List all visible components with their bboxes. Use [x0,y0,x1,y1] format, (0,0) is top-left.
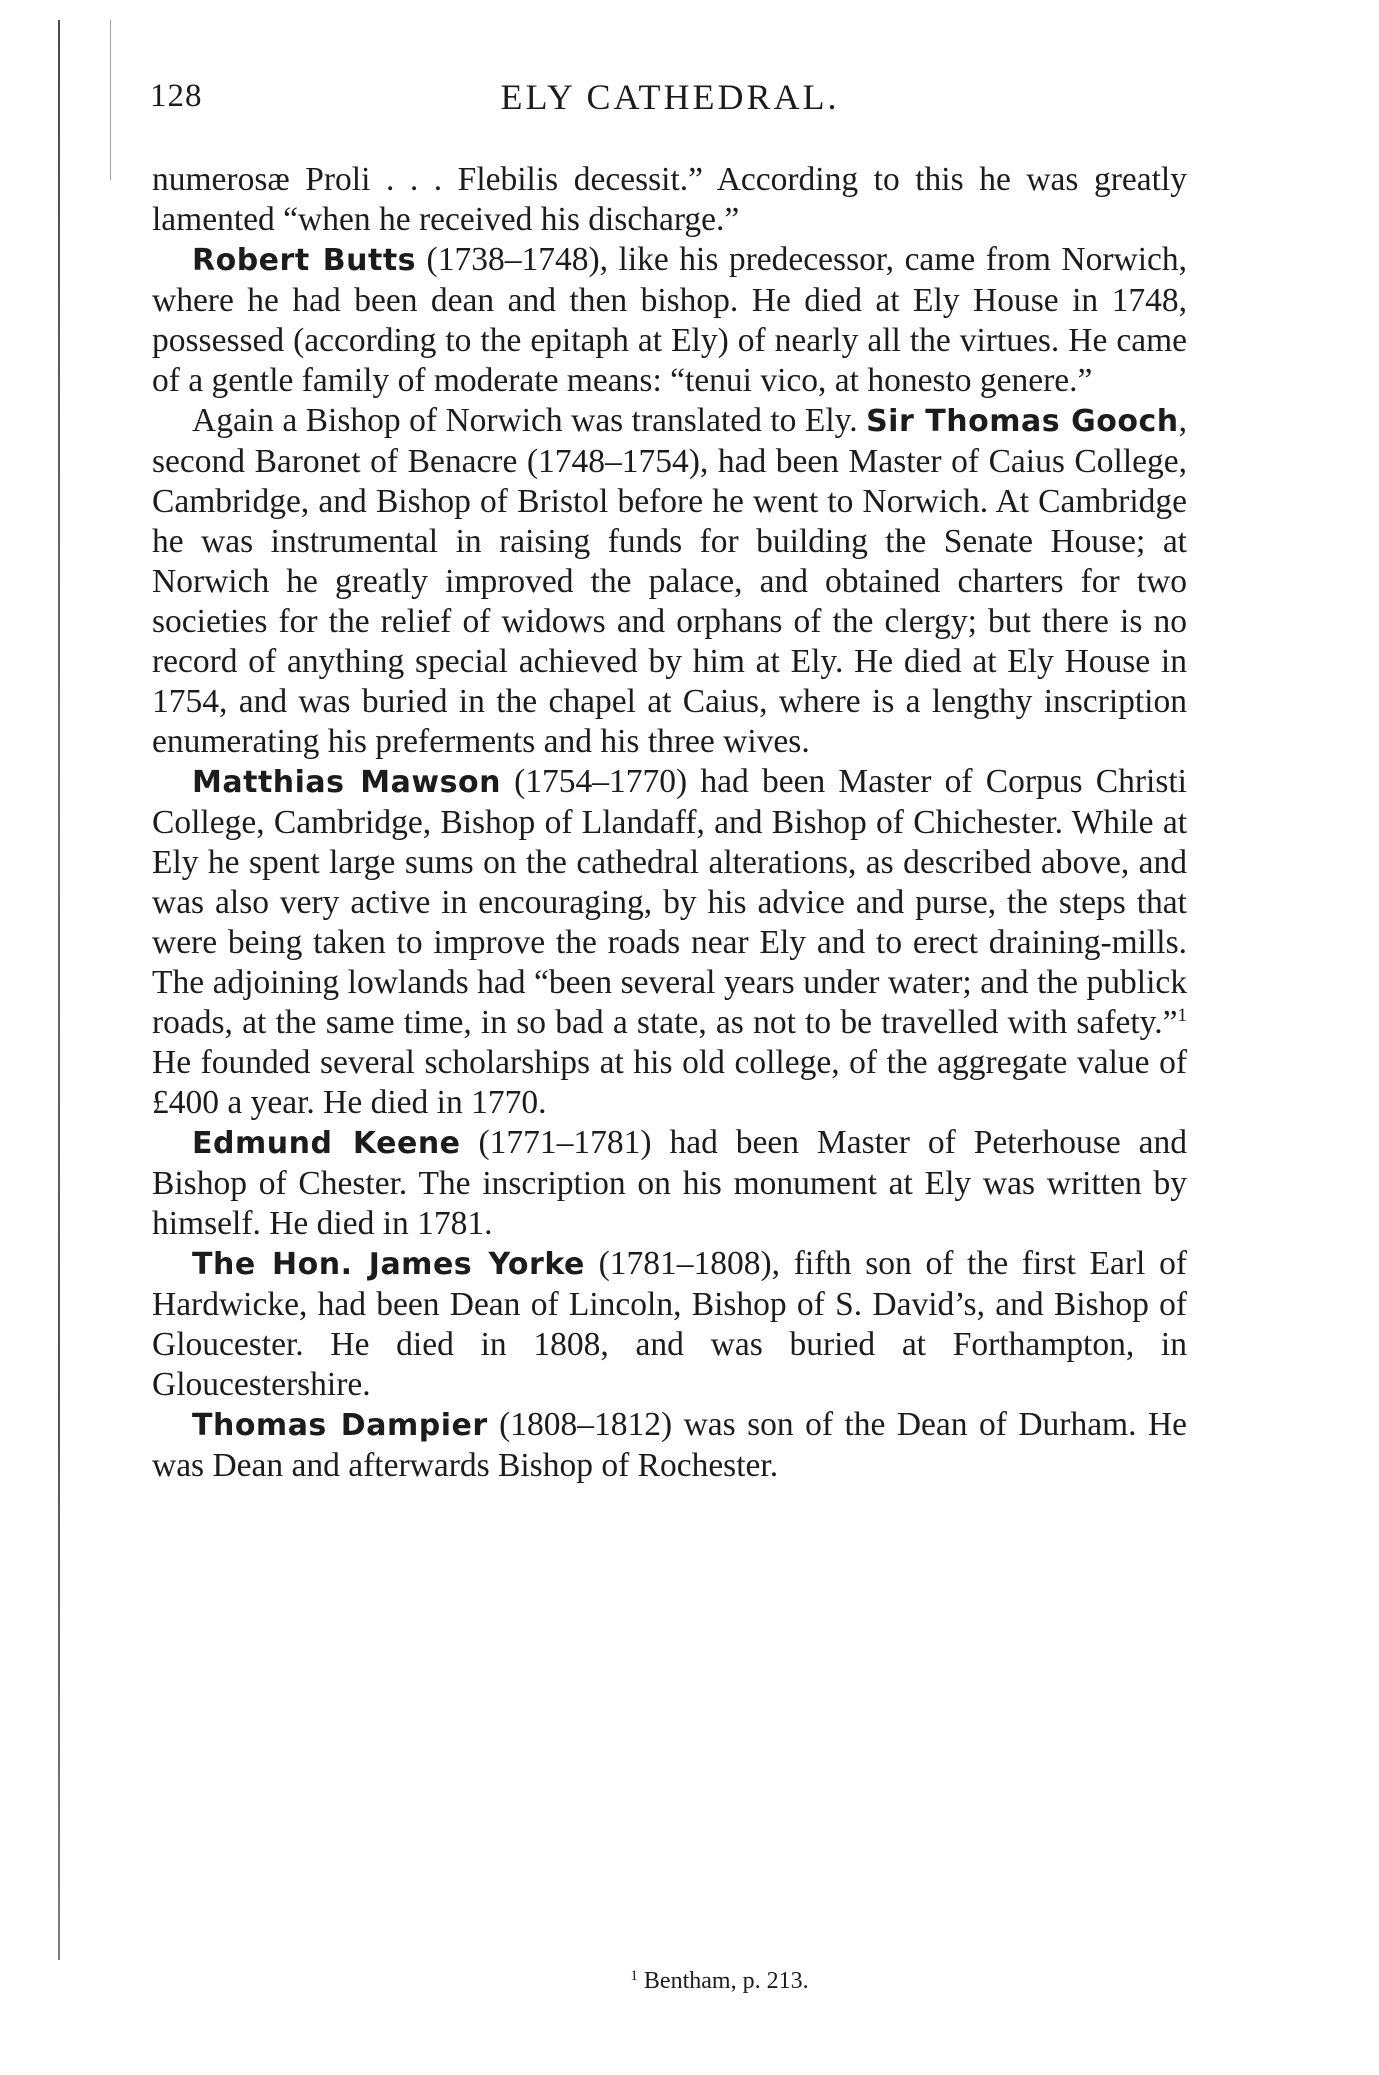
paragraph-lead: Again a Bishop of Norwich was translated to Ely. [192,402,867,439]
paragraph-text: (1808–1812) was son of the Dean of Durham. He was Dean and afterwards Bishop of Rochester. [152,1406,1188,1484]
bishop-name: Matthias Mawson [192,765,501,800]
bishop-name: Sir Thomas Gooch [866,404,1179,439]
bishop-name: Robert Butts [192,243,417,278]
paragraph-text: , second Baronet of Benacre (1748–1754), had been Master of Caius College, Cambridge, and Bishop of Bristol before he went to Norwich. At Cambridge he was instrumental in raising funds for building the Senate House; at Norwich he greatly improved the palace, and obtained charters for two societies for the relief of widows and orphans of the clergy; but there is no record of anything special achieved by him at Ely. He died at Ely House in 1754, and was buried in the chapel at Caius, where is a lengthy inscription enumerating his preferments and his three wives. [152,402,1187,760]
paragraph-text-continued: He founded several scholarships at his old college, of the aggregate value of £400 a year. He died in 1770. [152,1044,1187,1121]
bishop-name: Edmund Keene [192,1126,461,1161]
paragraph-text: (1754–1770) had been Master of Corpus Christi College, Cambridge, Bishop of Llandaff, and Bishop of Chichester. While at Ely he spent large sums on the cathedral alterations, as described above, and was also very active in encouraging, by his advice and purse, the steps that were being taken to improve the roads near Ely and to erect draining-mills. The adjoining lowlands had “been several years under water; and the publick roads, at the same time, in so bad a state, as not to be travelled with safety.” [152,763,1187,1041]
page-header [150,70,1190,130]
running-head: ELY CATHEDRAL. [500,77,840,117]
bishop-name: Thomas Dampier [192,1408,488,1443]
paragraph-thomas-gooch [152,401,1187,762]
paragraph-edmund-keene [152,1123,1187,1244]
bishop-name: The Hon. James Yorke [192,1247,585,1282]
footnote-ref: 1 [1177,1005,1187,1026]
paragraph-text: (1738–1748), like his predecessor, came from Norwich, where he had been dean and then bishop. He died at Ely House in 1748, possessed (according to the epitaph at Ely) of nearly all the virtues. He came of a gentle family of moderate means: “tenui vico, at honesto genere.” [152,241,1187,399]
paragraph-text: numerosæ Proli . . . Flebilis decessit.” According to this he was greatly lamented “when he received his discharge.” [152,161,1187,238]
page-number: 128 [150,78,203,114]
body-text [152,160,1187,1486]
footnote [0,1968,1379,1995]
scan-edge [58,20,60,1960]
scan-edge-secondary [110,20,111,180]
footnote-marker: 1 [630,1968,638,1984]
paragraph-text: (1781–1808), fifth son of the first Earl of Hardwicke, had been Dean of Lincoln, Bishop of S. David’s, and Bishop of Gloucester. He died in 1808, and was buried at Forthampton, in Gloucestershire. [152,1245,1187,1403]
paragraph-james-yorke [152,1244,1187,1405]
paragraph-text: (1771–1781) had been Master of Peterhouse and Bishop of Chester. The inscription on his monument at Ely was written by himself. He died in 1781. [152,1124,1187,1242]
paragraph-continuation [152,160,1187,240]
paragraph-robert-butts [152,240,1187,401]
paragraph-thomas-dampier [152,1405,1187,1486]
paragraph-matthias-mawson [152,762,1187,1123]
footnote-text: Bentham, p. 213. [637,1968,809,1994]
